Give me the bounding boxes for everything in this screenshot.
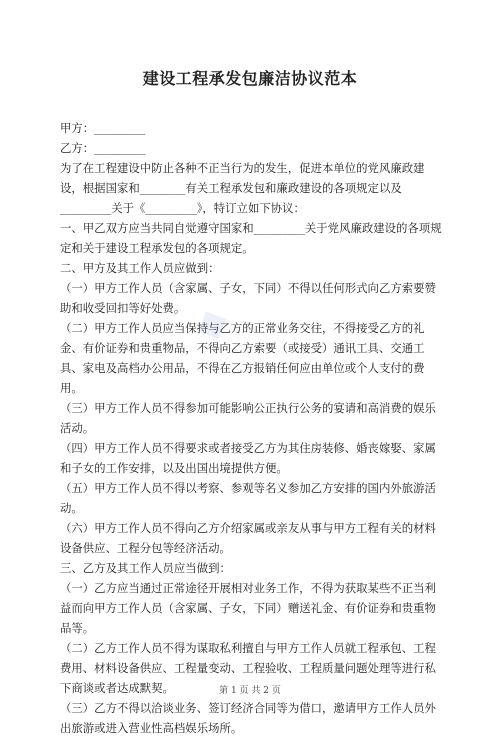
section-3-heading: 三、乙方及其工作人员应当做到： [60,561,231,575]
clause-2-5: （五）甲方工作人员不得以考察、参观等名义参加乙方安排的国内外旅游活动。 [60,481,436,515]
clause-2-3: （三）甲方工作人员不得参加可能影响公正执行公务的宴请和高消费的娱乐活动。 [60,401,436,435]
clause-3-3: （三）乙方不得以洽谈业务、签订经济合同等为借口，邀请甲方工作人员外出旅游或进入营业性高档娱乐场所。 [60,701,436,735]
party-a-line: 甲方：_________ [60,121,146,135]
clause-2-6: （六）甲方工作人员不得向乙方介绍家属或亲友从事与甲方工程有关的材料设备供应、工程分包等经济活动。 [60,521,436,555]
party-b-line: 乙方：_________ [60,141,146,155]
section-2-heading: 二、甲方及其工作人员应做到： [60,261,220,275]
preamble-paragraph: 为了在工程建设中防止各种不正当行为的发生，促进本单位的党风廉政建设，根据国家和________有关工程承发包和廉政建设的各项规定以及_________关于《_________》，特订立如下协议： [60,161,425,215]
clause-2-2: （二）甲方工作人员应当保持与乙方的正常业务交往，不得接受乙方的礼金、有价证券和贵重物品，不得向乙方索要（或接受）通讯工具、交通工具、家电及高档办公用品，不得在乙方报销任何应由单位或个人支付的费用。 [60,321,425,395]
document-title: 建设工程承发包廉洁协议范本 [142,69,358,88]
clause-3-1: （一）乙方应当通过正常途径开展相对业务工作，不得为获取某些不正当利益而向甲方工作人员（含家属、子女，下同）赠送礼金、有价证券和贵重物品等。 [60,581,436,635]
watermark-logo: ◆ [187,295,236,351]
page-footer: 第 1 页 共 2 页 [219,686,281,696]
clause-2-1: （一）甲方工作人员（含家属、子女，下同）不得以任何形式向乙方索要赞助和收受回扣等好处费。 [60,281,436,315]
clause-1: 一、甲乙双方应当共同自觉遵守国家和_________关于党风廉政建设的各项规定和关于建设工程承发包的各项规定。 [60,221,442,255]
clause-2-4: （四）甲方工作人员不得要求或者接受乙方为其住房装修、婚丧嫁娶、家属和子女的工作安排，以及出国出境提供方便。 [60,441,436,475]
clause-3-2: （二）乙方工作人员不得为谋取私利擅自与甲方工作人员就工程承包、工程费用、材料设备供应、工程量变动、工程验收、工程质量问题处理等进行私下商谈或者达成默契。 [60,641,436,695]
document-body [60,118,444,738]
